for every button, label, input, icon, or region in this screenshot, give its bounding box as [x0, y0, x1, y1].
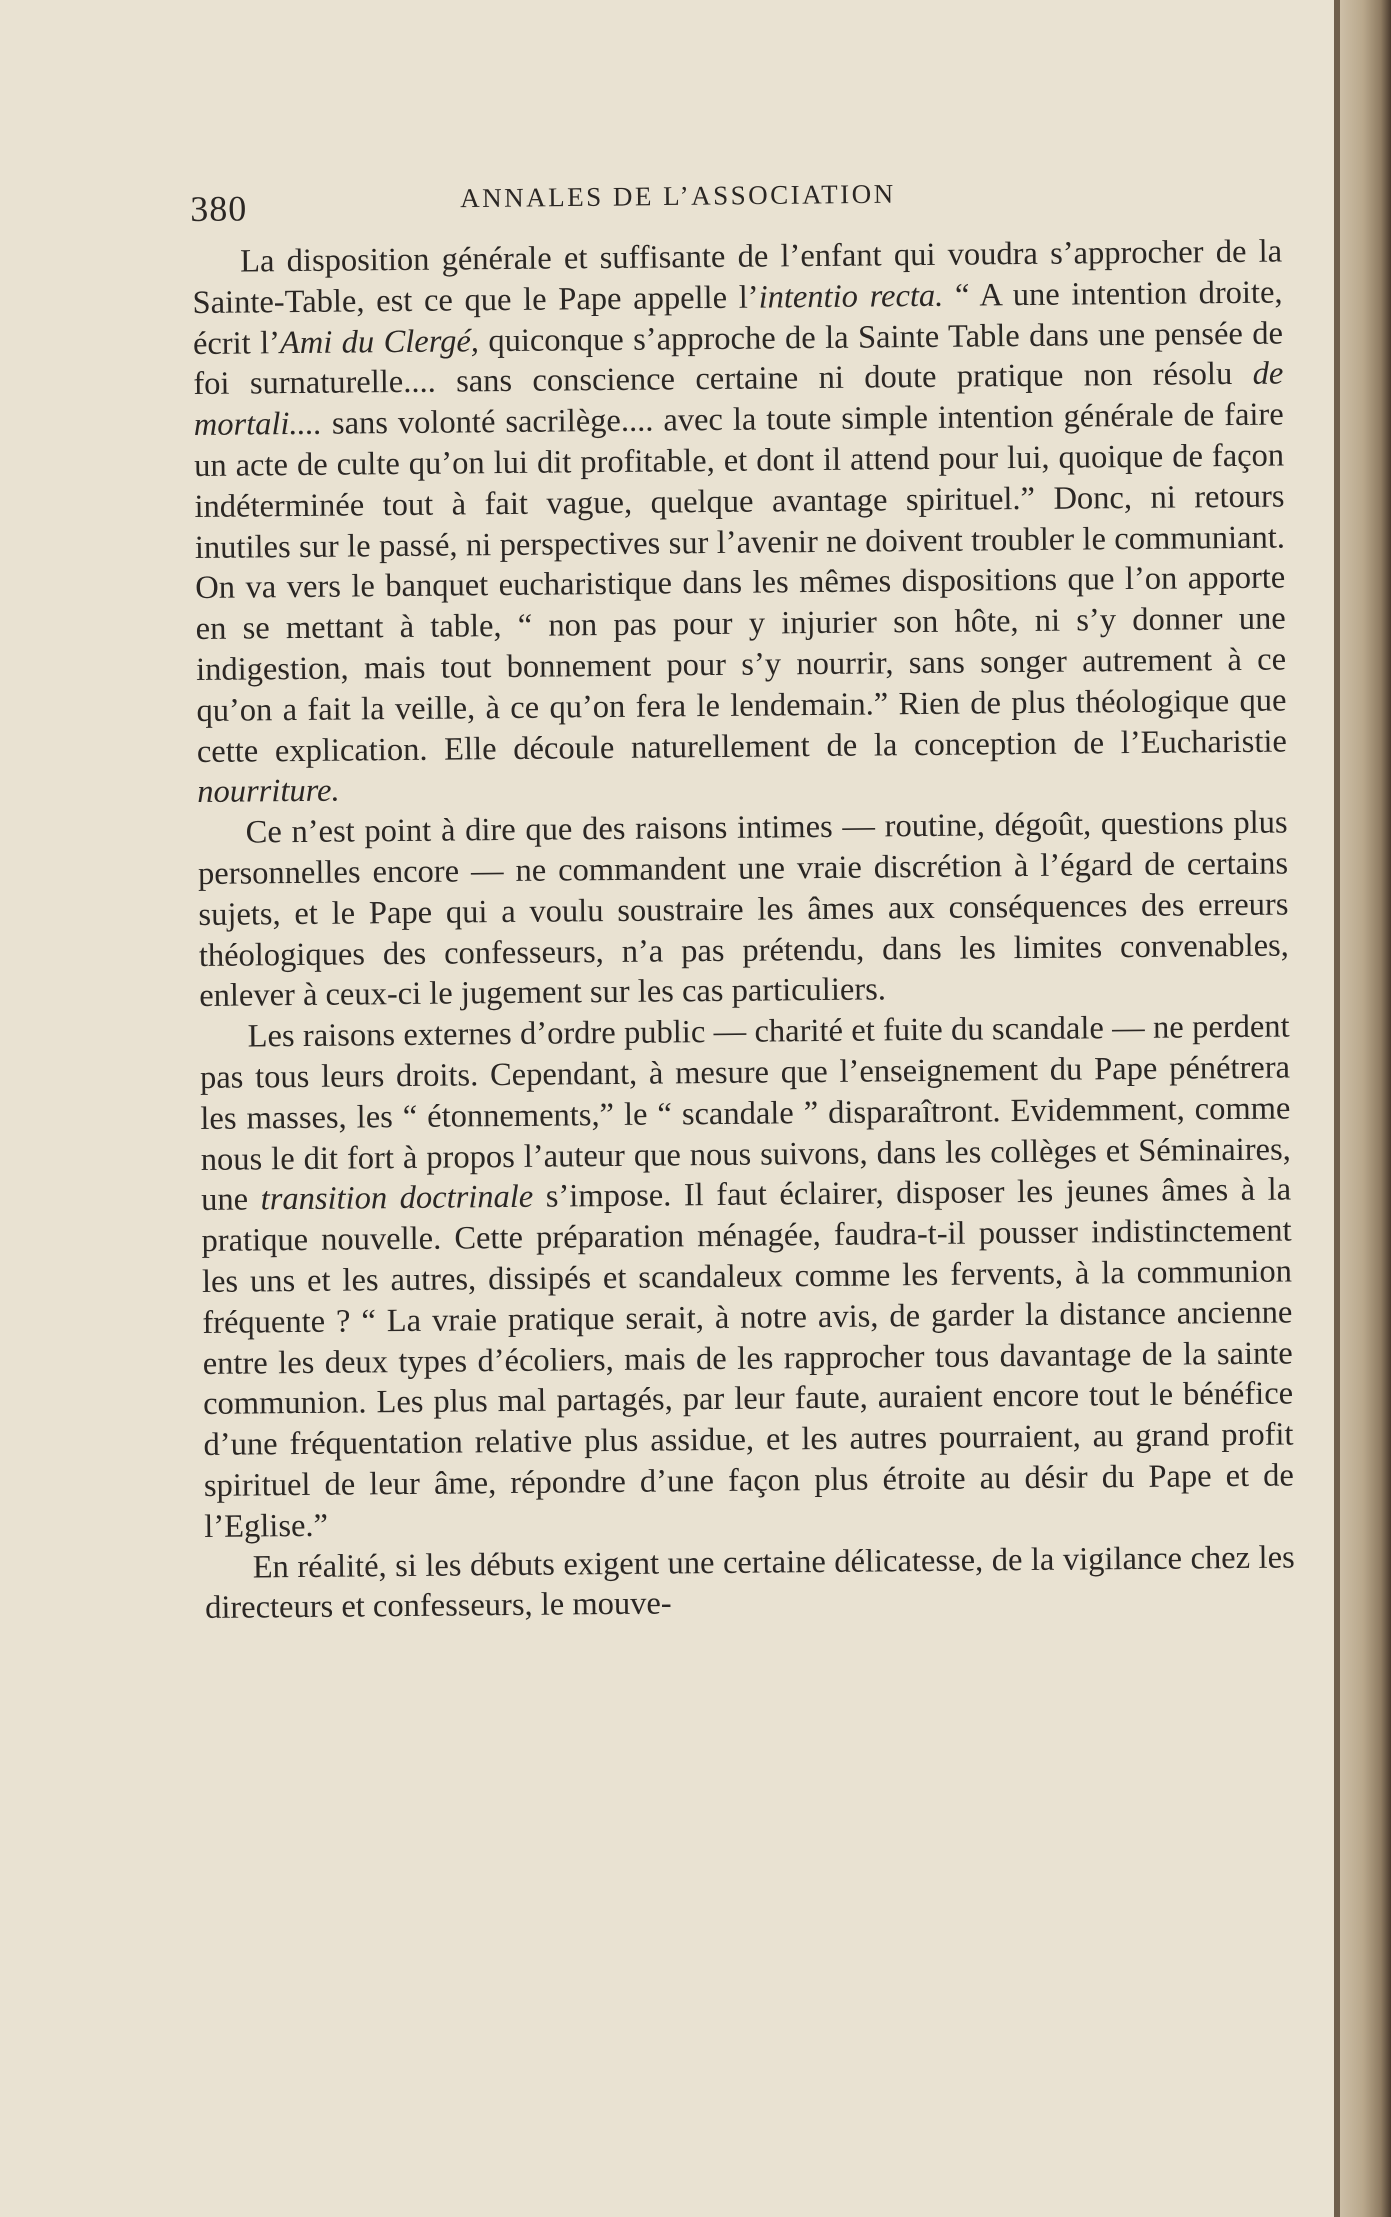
page-header: [190, 168, 1290, 230]
text-segment: quiconque s’approche de la Sainte Table dans une pensée de foi surnaturelle.... sans conscience certaine ni doute pratique non résolu: [193, 315, 1284, 403]
italic-segment: de mortali....: [193, 355, 1284, 444]
text-segment: Ce n’est point à dire que des raisons intimes — routine, dégoût, questions plus personnelles encore — ne commandent une vraie discrétion à l’égard de certains sujets, et le Pape qui a voulu soustraire les âmes aux conséquences des erreurs théologiques des confesseurs, n’a pas prétendu, dans les limites convenables, enlever à ceux-ci le jugement sur les cas particuliers.: [197, 804, 1289, 1015]
running-head: ANNALES DE L’ASSOCIATION: [460, 178, 896, 214]
text-segment: s’impose. Il faut éclairer, disposer les jeunes âmes à la pratique nouvelle. Cette préparation ménagée, faudra-t-il pousser indistinctement les uns et les autres, dissipés et scandaleux comme les fervents, à la communion fréquente ? “ La vraie pratique serait, à notre avis, de garder la distance ancienne entre les deux types d’écoliers, mais de les rapprocher tous davantage de la sainte communion. Les plus mal partagés, par leur faute, auraient encore tout le bénéfice d’une fréquentation relative plus assidue, et les autres pourraient, au grand profit spirituel de leur âme, répondre d’une façon plus étroite au désir du Pape et de l’Eglise.”: [201, 1171, 1295, 1545]
italic-segment: nourriture.: [197, 772, 340, 811]
italic-segment: transition doctrinale: [260, 1179, 534, 1218]
text-segment: La disposition générale et suffisante de l’enfant qui voudra s’approcher de la Sainte-Table, est ce que le Pape appelle l’: [192, 233, 1283, 321]
italic-segment: intentio recta.: [758, 277, 944, 316]
text-segment: sans volonté sacrilège.... avec la toute simple intention générale de faire un acte de culte qu’on lui dit profitable, et dont il attend pour lui, quoique de façon indéterminée tout à fait vague, quelque avantage spirituel.” Donc, ni retours inutiles sur le passé, ni perspectives sur l’avenir ne doivent troubler le communiant. On va vers le banquet eucharistique dans les mêmes dispositions que l’on apporte en se mettant à table, “ non pas pour y injurier son hôte, ni s’y donner une indigestion, mais tout bonnement pour s’y nourrir, sans songer autrement à ce qu’on a fait la veille, à ce qu’on fera le lendemain.” Rien de plus théologique que cette explication. Elle découle naturellement de la conception de l’Eucharistie: [193, 396, 1288, 770]
text-segment: En réalité, si les débuts exigent une certaine délicatesse, de la vigilance chez les directeurs et confesseurs, le mouve-: [204, 1538, 1295, 1627]
text-segment: Les raisons externes d’ordre public — charité et fuite du scandale — ne perdent pas tous leurs droits. Cependant, à mesure que l’enseignement du Pape pénétrera les masses, les “ étonnements,” le “ scandale ” disparaîtront. Evidemment, comme nous le dit fort à propos l’auteur que nous suivons, dans les collèges et Séminaires, une: [199, 1008, 1291, 1219]
page-number: 380: [190, 188, 248, 229]
paragraph-1: [192, 232, 1287, 814]
book-spine: [1340, 0, 1391, 2217]
paragraph-3: [199, 1007, 1294, 1548]
body-text: [192, 232, 1295, 1629]
paragraph-2: [197, 803, 1289, 1017]
paragraph-4: [205, 1537, 1296, 1629]
italic-segment: Ami du Clergé,: [279, 322, 480, 361]
text-segment: “ A une intention droite, écrit l’: [192, 274, 1283, 362]
